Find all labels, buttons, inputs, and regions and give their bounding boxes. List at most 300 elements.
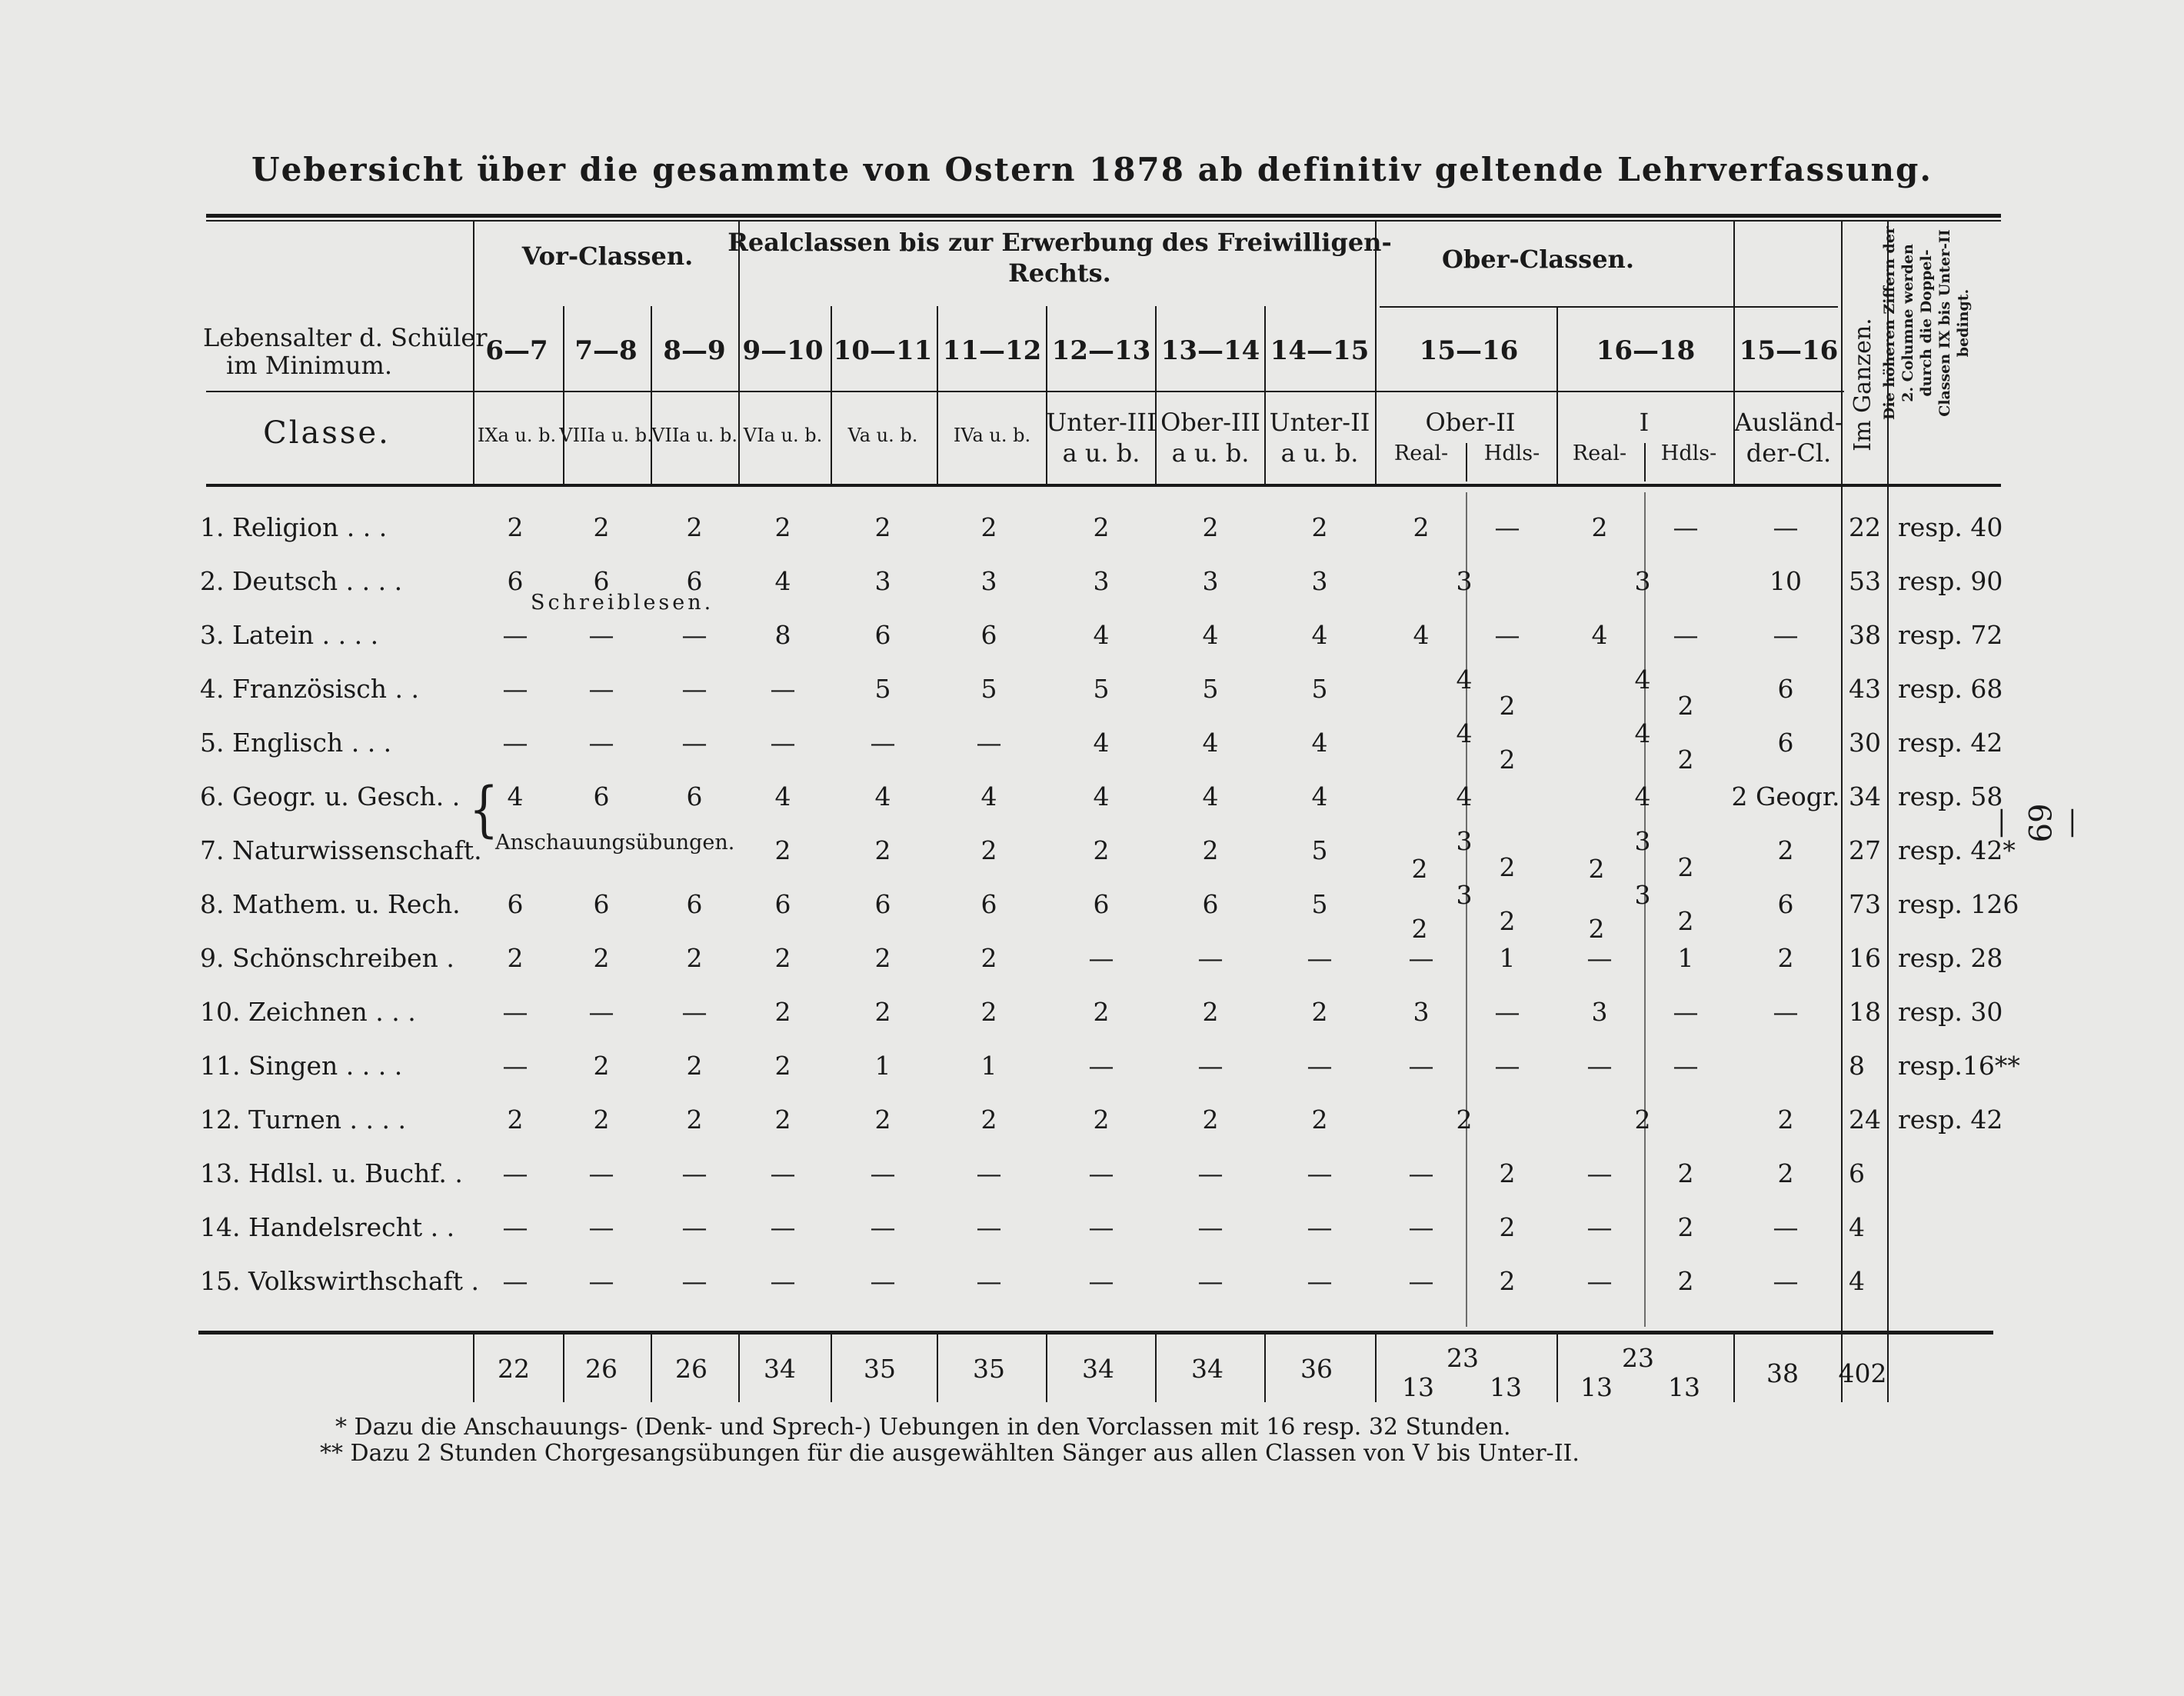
table-cell: 34 <box>1849 781 1881 811</box>
age-cell: 11—12 <box>942 335 1042 366</box>
table-cell: 4 <box>1202 728 1219 758</box>
table-cell: — <box>1773 512 1799 542</box>
table-cell: 5 <box>1202 674 1219 704</box>
table-cell: 4 <box>1456 665 1473 695</box>
age-label-1: Lebensalter d. Schüler <box>203 323 488 352</box>
table-cell: — <box>976 1212 1002 1242</box>
row-label: 11. Singen . . . . <box>200 1051 403 1081</box>
table-cell: 2 <box>1093 1105 1110 1135</box>
table-cell: 24 <box>1849 1105 1881 1135</box>
table-cell: resp. 28 <box>1898 943 2003 973</box>
total-cell: 22 <box>498 1354 530 1384</box>
table-cell: 2 <box>1202 1105 1219 1135</box>
age-cell: 12—13 <box>1051 335 1151 366</box>
table-cell: 4 <box>1311 781 1328 811</box>
table-cell: — <box>1408 1158 1434 1188</box>
table-cell: 4 <box>1849 1212 1865 1242</box>
table-cell: — <box>502 620 528 650</box>
rule-age <box>206 391 1844 392</box>
table-cell: — <box>976 728 1002 758</box>
table-cell: 16 <box>1849 943 1881 973</box>
table-cell: 5 <box>1311 835 1328 865</box>
column-rule <box>1841 222 1843 484</box>
note-schreiblesen: Schreiblesen. <box>531 591 714 615</box>
table-cell: 2 <box>774 943 791 973</box>
table-cell: — <box>1494 512 1520 542</box>
table-cell: — <box>1586 1158 1613 1188</box>
table-cell: — <box>681 674 707 704</box>
total-cell: 26 <box>675 1354 707 1384</box>
table-cell: — <box>681 728 707 758</box>
table-cell: 2 <box>1777 835 1794 865</box>
table-cell: 5 <box>980 674 997 704</box>
table-cell: 1 <box>874 1051 891 1081</box>
column-rule <box>1733 222 1735 484</box>
table-cell: 2 <box>686 1105 703 1135</box>
total-cell: 36 <box>1300 1354 1333 1384</box>
group-realclassen-2: Rechts. <box>1008 258 1111 288</box>
total-cell: 26 <box>585 1354 618 1384</box>
column-rule-body <box>651 1334 652 1402</box>
table-cell: — <box>1307 1158 1333 1188</box>
class-cell: VIIIa u. b. <box>559 425 653 446</box>
table-cell: 2 <box>1677 1266 1694 1296</box>
table-cell: — <box>1773 620 1799 650</box>
row-label: 4. Französisch . . <box>200 674 419 704</box>
rule-sub-ober <box>1380 306 1838 308</box>
class-cell: IVa u. b. <box>953 425 1031 446</box>
table-cell: 2 Geogr. <box>1731 781 1840 811</box>
column-rule-body <box>1264 1334 1266 1402</box>
table-cell: resp. 90 <box>1898 566 2003 596</box>
table-cell: 38 <box>1849 620 1881 650</box>
table-cell: 6 <box>1202 889 1219 919</box>
column-rule <box>651 306 652 484</box>
ober3-1: Ober-III <box>1160 408 1260 437</box>
table-cell: — <box>870 1212 896 1242</box>
total-cell: 34 <box>1191 1354 1224 1384</box>
table-cell: 2 <box>1413 512 1430 542</box>
table-cell: 2 <box>1202 512 1219 542</box>
table-cell: — <box>588 997 614 1027</box>
row-label: 8. Mathem. u. Rech. <box>200 889 461 919</box>
table-cell: — <box>681 1212 707 1242</box>
table-cell: — <box>681 997 707 1027</box>
table-cell: — <box>681 1158 707 1188</box>
age-cell: 6—7 <box>485 335 548 366</box>
table-cell: 4 <box>874 781 891 811</box>
table-cell: 2 <box>980 1105 997 1135</box>
table-cell: 4 <box>1093 728 1110 758</box>
table-cell: 6 <box>686 781 703 811</box>
group-vor-classen: Vor-Classen. <box>521 242 694 271</box>
row-label: 3. Latein . . . . <box>200 620 379 650</box>
table-cell: 5 <box>1093 674 1110 704</box>
table-cell: 3 <box>1634 880 1651 910</box>
age-cell: 10—11 <box>833 335 933 366</box>
table-cell: — <box>976 1266 1002 1296</box>
table-cell: 6 <box>1777 728 1794 758</box>
table-cell: 2 <box>1677 1212 1694 1242</box>
column-rule-body <box>1375 1334 1377 1402</box>
table-cell: — <box>1673 1051 1699 1081</box>
row-label: 2. Deutsch . . . . <box>200 566 403 596</box>
column-rule-body <box>937 1334 938 1402</box>
unter3-1: Unter-III <box>1046 408 1157 437</box>
table-cell: 2 <box>1093 512 1110 542</box>
top-rule-thin <box>206 220 2001 222</box>
footnote-2: ** Dazu 2 Stunden Chorgesangsübungen für die ausgewählten Sänger aus allen Classen von V bis Unter-II. <box>320 1440 1580 1467</box>
table-cell: 2 <box>1311 997 1328 1027</box>
table-cell: 2 <box>980 835 997 865</box>
sub-column-rule <box>1466 443 1467 481</box>
classe-label: Classe. <box>263 415 391 451</box>
column-rule <box>1556 306 1558 484</box>
table-cell: 6 <box>1093 889 1110 919</box>
table-cell: — <box>1408 1051 1434 1081</box>
table-cell: 4 <box>1849 1266 1865 1296</box>
table-cell: — <box>502 674 528 704</box>
ganzen-rule <box>1841 487 1843 1331</box>
unter2-1: Unter-II <box>1269 408 1370 437</box>
table-cell: 2 <box>874 1105 891 1135</box>
table-cell: — <box>502 997 528 1027</box>
group-ober-classen: Ober-Classen. <box>1442 245 1634 274</box>
table-cell: 2 <box>1588 914 1605 944</box>
table-cell: 2 <box>1456 1105 1473 1135</box>
table-cell: 30 <box>1849 728 1881 758</box>
table-cell: 2 <box>1411 914 1428 944</box>
brace: { <box>469 775 499 845</box>
table-cell: 4 <box>1311 728 1328 758</box>
table-cell: 2 <box>1634 1105 1651 1135</box>
table-cell: — <box>770 1158 796 1188</box>
table-cell: 6 <box>1777 889 1794 919</box>
total-I-b: 13 <box>1668 1372 1700 1402</box>
table-cell: 4 <box>980 781 997 811</box>
table-cell: 2 <box>1777 1105 1794 1135</box>
table-cell: 2 <box>1093 835 1110 865</box>
column-rule <box>738 222 740 484</box>
ober2-real: Real- <box>1393 441 1449 465</box>
rule-total <box>198 1331 1993 1334</box>
table-cell: — <box>1088 1051 1114 1081</box>
table-cell: 2 <box>1588 854 1605 884</box>
table-cell: — <box>588 620 614 650</box>
table-cell: — <box>1494 997 1520 1027</box>
column-rule <box>473 222 474 484</box>
table-cell: — <box>1586 943 1613 973</box>
total-cell: 35 <box>973 1354 1005 1384</box>
row-label: 6. Geogr. u. Gesch. . <box>200 781 461 811</box>
note-anschauung: Anschauungsübungen. <box>495 831 735 855</box>
side-note: Die höheren Ziffern der 2. Columne werden durch die Doppel-Classen IX bis Unter-II bedingt. <box>1881 226 1972 420</box>
table-cell: 3 <box>1456 566 1473 596</box>
table-cell: 6 <box>774 889 791 919</box>
column-rule <box>831 306 832 484</box>
table-cell: 6 <box>1777 674 1794 704</box>
table-cell: 6 <box>593 566 610 596</box>
table-cell: 2 <box>1777 943 1794 973</box>
table-cell: — <box>1494 620 1520 650</box>
table-cell: 2 <box>507 512 524 542</box>
class-cell: IXa u. b. <box>477 425 557 446</box>
table-cell: 2 <box>1777 1158 1794 1188</box>
table-cell: 4 <box>774 566 791 596</box>
table-cell: — <box>870 1266 896 1296</box>
table-cell: 2 <box>980 943 997 973</box>
column-rule-body <box>1887 1334 1889 1402</box>
ober2-hdls: Hdls- <box>1483 441 1540 465</box>
page-title: Uebersicht über die gesammte von Ostern 1878 ab definitiv geltende Lehrverfassung. <box>251 151 1933 188</box>
table-cell: — <box>1586 1212 1613 1242</box>
table-cell: — <box>588 728 614 758</box>
table-cell: 2 <box>507 1105 524 1135</box>
table-cell: 2 <box>1499 852 1516 882</box>
table-cell: 2 <box>593 1105 610 1135</box>
auslaender-2: der-Cl. <box>1746 438 1832 468</box>
table-cell: 2 <box>1677 852 1694 882</box>
table-cell: resp. 58 <box>1898 781 2003 811</box>
table-cell: 3 <box>1591 997 1608 1027</box>
table-cell: 2 <box>1093 997 1110 1027</box>
class-cell: VIIa u. b. <box>651 425 737 446</box>
table-cell: 6 <box>980 889 997 919</box>
table-cell: 2 <box>774 512 791 542</box>
column-rule-body <box>738 1334 740 1402</box>
age-cell: 15—16 <box>1739 335 1839 366</box>
total-I-top: 23 <box>1622 1343 1654 1373</box>
table-cell: 2 <box>1202 997 1219 1027</box>
table-cell: resp. 42* <box>1898 835 2016 865</box>
column-rule <box>1375 222 1377 484</box>
row-label: 13. Hdlsl. u. Buchf. . <box>200 1158 463 1188</box>
age-cell: 8—9 <box>663 335 726 366</box>
table-cell: 2 <box>1202 835 1219 865</box>
table-cell: 2 <box>774 997 791 1027</box>
table-cell: — <box>770 1212 796 1242</box>
table-cell: 2 <box>1499 745 1516 775</box>
top-rule <box>206 214 2001 218</box>
table-cell: — <box>1773 997 1799 1027</box>
column-rule-body <box>1046 1334 1047 1402</box>
table-cell: 3 <box>1456 826 1473 856</box>
table-cell: 27 <box>1849 835 1881 865</box>
table-cell: — <box>1673 512 1699 542</box>
table-cell: — <box>681 1266 707 1296</box>
table-cell: — <box>1408 943 1434 973</box>
table-cell: 73 <box>1849 889 1881 919</box>
table-cell: — <box>870 1158 896 1188</box>
table-cell: 2 <box>1499 1266 1516 1296</box>
column-rule <box>1155 306 1157 484</box>
sub-column-rule <box>1644 443 1646 481</box>
table-cell: 4 <box>1456 781 1473 811</box>
table-cell: — <box>770 674 796 704</box>
table-cell: 18 <box>1849 997 1881 1027</box>
table-cell: — <box>1673 620 1699 650</box>
ober3-2: a u. b. <box>1171 438 1250 468</box>
table-cell: 1 <box>980 1051 997 1081</box>
table-cell: 3 <box>874 566 891 596</box>
footnote-1: * Dazu die Anschauungs- (Denk- und Sprech-) Uebungen in den Vorclassen mit 16 resp. 32 Stunden. <box>335 1414 1511 1441</box>
column-rule <box>937 306 938 484</box>
table-cell: — <box>976 1158 1002 1188</box>
I-hdls: Hdls- <box>1660 441 1717 465</box>
column-rule-body <box>1556 1334 1558 1402</box>
table-cell: — <box>1197 1212 1224 1242</box>
column-rule <box>1264 306 1266 484</box>
table-cell: — <box>1088 1158 1114 1188</box>
table-cell: 2 <box>1499 1212 1516 1242</box>
column-rule <box>1046 306 1047 484</box>
table-cell: 4 <box>1093 620 1110 650</box>
age-cell: 14—15 <box>1270 335 1370 366</box>
table-cell: resp. 42 <box>1898 728 2003 758</box>
table-cell: 2 <box>874 512 891 542</box>
row-label: 10. Zeichnen . . . <box>200 997 416 1027</box>
table-cell: — <box>502 1158 528 1188</box>
table-cell: resp. 42 <box>1898 1105 2003 1135</box>
table-cell: 2 <box>686 1051 703 1081</box>
table-cell: — <box>1197 1051 1224 1081</box>
table-cell: 2 <box>507 943 524 973</box>
table-cell: 5 <box>1311 889 1328 919</box>
age-cell: 15—16 <box>1419 335 1519 366</box>
table-cell: resp. 68 <box>1898 674 2003 704</box>
table-cell: — <box>588 1266 614 1296</box>
table-cell: 2 <box>1677 691 1694 721</box>
table-cell: 2 <box>1411 854 1428 884</box>
table-cell: 4 <box>1202 620 1219 650</box>
table-cell: 4 <box>1591 620 1608 650</box>
table-cell: — <box>502 1212 528 1242</box>
table-cell: 2 <box>593 512 610 542</box>
total-I-a: 13 <box>1580 1372 1613 1402</box>
table-cell: — <box>1307 1212 1333 1242</box>
table-cell: — <box>502 1266 528 1296</box>
table-cell: 4 <box>1202 781 1219 811</box>
table-cell: resp. 30 <box>1898 997 2003 1027</box>
table-cell: — <box>1586 1051 1613 1081</box>
table-cell: 6 <box>507 566 524 596</box>
row-label: 1. Religion . . . <box>200 512 388 542</box>
cls-I-header: I <box>1639 408 1650 437</box>
table-cell: — <box>1307 943 1333 973</box>
row-label: 14. Handelsrecht . . <box>200 1212 455 1242</box>
ober2-header: Ober-II <box>1425 408 1516 437</box>
table-cell: — <box>870 728 896 758</box>
table-cell: 3 <box>1456 880 1473 910</box>
table-cell: — <box>1408 1212 1434 1242</box>
age-cell: 7—8 <box>574 335 638 366</box>
table-cell: 2 <box>874 997 891 1027</box>
table-cell: 53 <box>1849 566 1881 596</box>
table-cell: 2 <box>874 835 891 865</box>
total-ober2-a: 13 <box>1402 1372 1434 1402</box>
ganzen-rule <box>1887 487 1889 1331</box>
row-label: 9. Schönschreiben . <box>200 943 454 973</box>
age-cell: 16—18 <box>1596 335 1696 366</box>
table-cell: 2 <box>1677 1158 1694 1188</box>
table-cell: 3 <box>980 566 997 596</box>
table-cell: — <box>1088 943 1114 973</box>
table-cell: — <box>588 1212 614 1242</box>
table-cell: resp. 40 <box>1898 512 2003 542</box>
table-cell: 4 <box>1311 620 1328 650</box>
table-cell: 2 <box>1591 512 1608 542</box>
table-cell: — <box>502 1051 528 1081</box>
table-cell: 2 <box>774 1051 791 1081</box>
table-cell: — <box>1307 1051 1333 1081</box>
table-cell: — <box>588 1158 614 1188</box>
table-cell: — <box>502 728 528 758</box>
column-rule-body <box>1155 1334 1157 1402</box>
total-ausl: 38 <box>1766 1358 1799 1388</box>
column-rule <box>563 306 564 484</box>
table-cell: 43 <box>1849 674 1881 704</box>
table-cell: 4 <box>1634 781 1651 811</box>
table-cell: resp. 126 <box>1898 889 2019 919</box>
table-cell: 2 <box>774 1105 791 1135</box>
table-cell: — <box>1088 1212 1114 1242</box>
total-ober2-b: 13 <box>1490 1372 1522 1402</box>
table-cell: 2 <box>686 943 703 973</box>
table-cell: 3 <box>1093 566 1110 596</box>
row-label: 12. Turnen . . . . <box>200 1105 406 1135</box>
table-cell: 2 <box>593 943 610 973</box>
table-cell: 2 <box>1499 1158 1516 1188</box>
table-cell: — <box>1197 943 1224 973</box>
table-cell: 6 <box>874 620 891 650</box>
I-real: Real- <box>1572 441 1627 465</box>
table-cell: 2 <box>1499 906 1516 936</box>
table-cell: — <box>1197 1158 1224 1188</box>
table-cell: 10 <box>1770 566 1802 596</box>
table-cell: 6 <box>593 781 610 811</box>
column-rule-body <box>563 1334 564 1402</box>
table-cell: 2 <box>686 512 703 542</box>
unter3-2: a u. b. <box>1062 438 1140 468</box>
table-cell: 6 <box>686 566 703 596</box>
table-cell: — <box>588 674 614 704</box>
table-cell: 6 <box>1849 1158 1865 1188</box>
class-cell: VIa u. b. <box>743 425 823 446</box>
row-label: 15. Volkswirthschaft . <box>200 1266 480 1296</box>
table-cell: 3 <box>1634 566 1651 596</box>
table-cell: 6 <box>507 889 524 919</box>
table-cell: — <box>1673 997 1699 1027</box>
table-cell: 5 <box>1311 674 1328 704</box>
row-label: 5. Englisch . . . <box>200 728 392 758</box>
table-cell: 4 <box>1634 665 1651 695</box>
column-rule-body <box>473 1334 474 1402</box>
table-cell: 3 <box>1413 997 1430 1027</box>
table-cell: 8 <box>774 620 791 650</box>
table-cell: 2 <box>1499 691 1516 721</box>
total-cell: 35 <box>864 1354 896 1384</box>
rule-header-bottom <box>206 484 2001 487</box>
table-cell: 2 <box>593 1051 610 1081</box>
page-number: — 69 — <box>1986 803 2092 843</box>
column-rule-body <box>831 1334 832 1402</box>
table-cell: — <box>1773 1212 1799 1242</box>
unter2-2: a u. b. <box>1280 438 1359 468</box>
table-cell: 2 <box>1311 1105 1328 1135</box>
table-cell: — <box>1197 1266 1224 1296</box>
table-cell: — <box>1088 1266 1114 1296</box>
table-cell: — <box>770 728 796 758</box>
